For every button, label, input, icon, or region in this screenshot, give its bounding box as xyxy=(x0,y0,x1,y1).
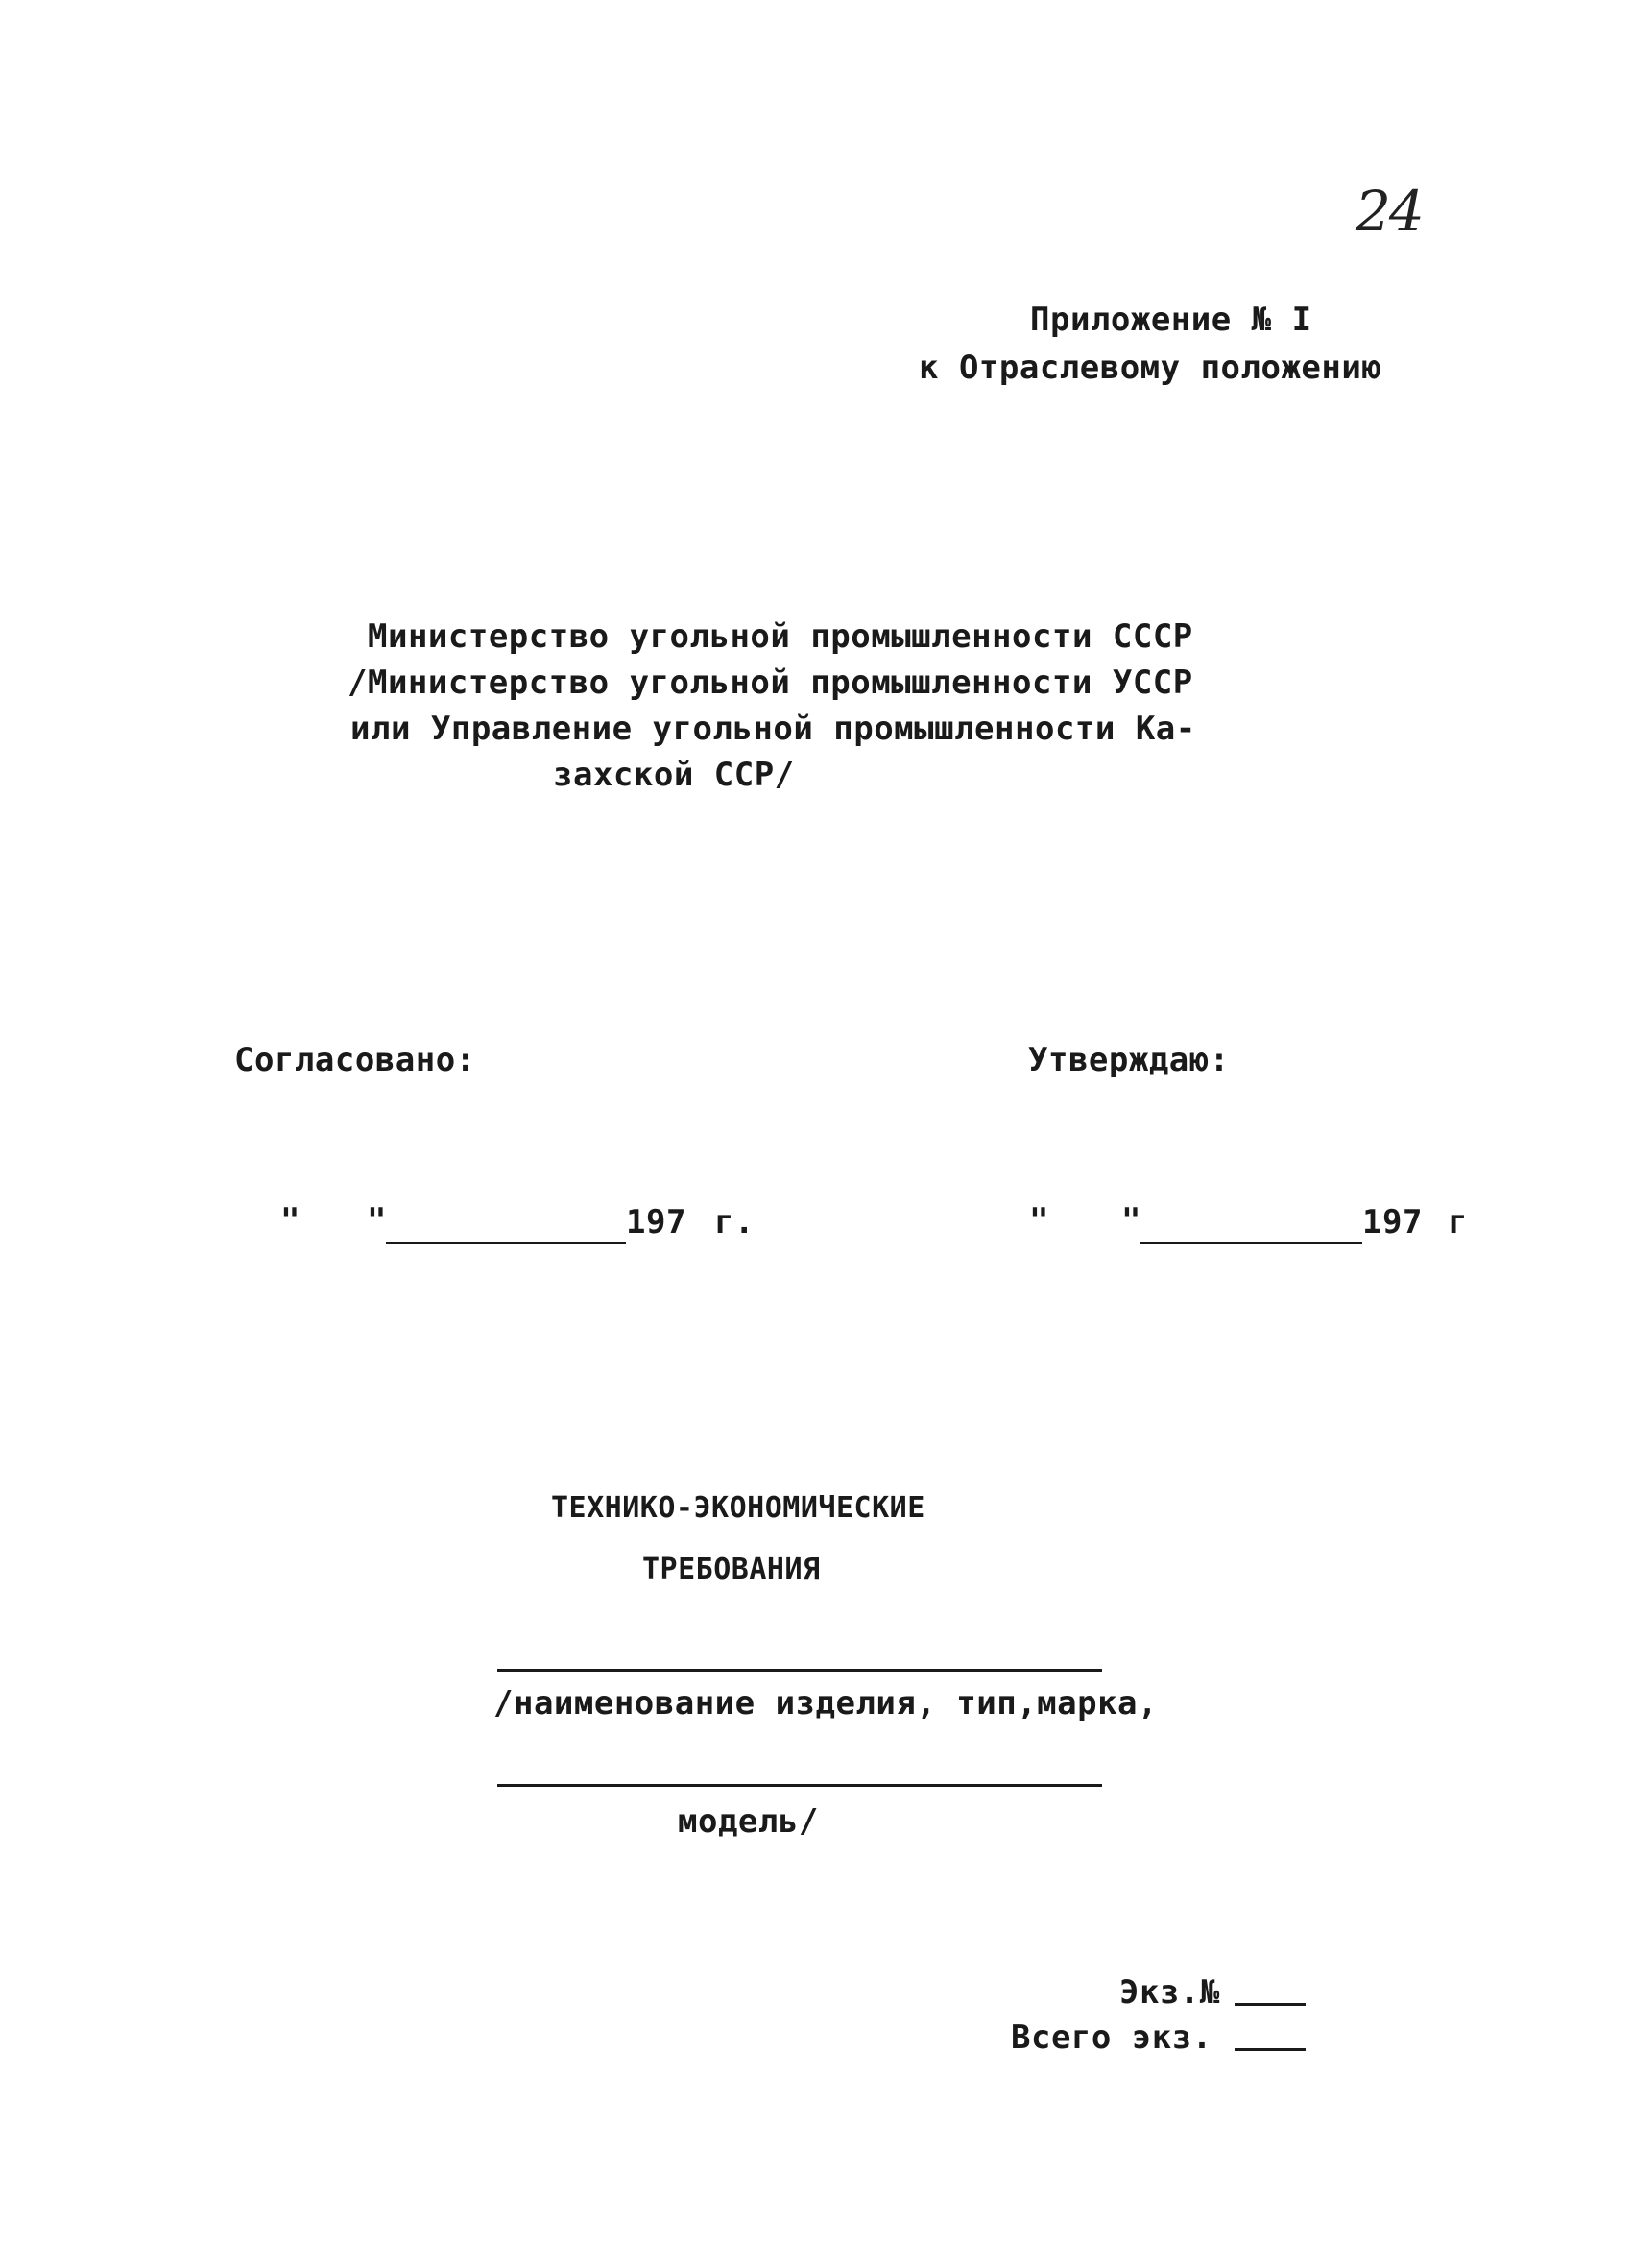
product-caption-2: модель/ xyxy=(678,1802,819,1841)
ministry-line-1: Министерство угольной промышленности СССР xyxy=(368,617,1193,656)
agreed-year-suffix: г. xyxy=(714,1203,755,1242)
appendix-title: Приложение № I xyxy=(1030,301,1312,339)
approved-label: Утверждаю: xyxy=(1028,1041,1230,1079)
approved-year: 197 xyxy=(1362,1203,1423,1242)
ministry-line-4: захской ССР/ xyxy=(553,756,795,794)
appendix-subtitle: к Отраслевому положению xyxy=(919,349,1382,387)
agreed-label: Согласовано: xyxy=(234,1041,476,1079)
agreed-quote-open: " xyxy=(280,1201,300,1240)
approved-quote-close: " xyxy=(1121,1201,1141,1240)
product-name-blank-2 xyxy=(497,1784,1102,1787)
total-copies-label: Всего экз. xyxy=(1011,2018,1212,2057)
ministry-line-3: или Управление угольной промышленности Ка- xyxy=(350,710,1196,748)
approved-year-suffix: г xyxy=(1448,1203,1468,1242)
agreed-date-blank xyxy=(386,1242,626,1244)
ministry-line-2: /Министерство угольной промышленности УССР xyxy=(348,664,1193,702)
document-title-line-1: ТЕХНИКО-ЭКОНОМИЧЕСКИЕ xyxy=(551,1491,925,1525)
product-caption-1: /наименование изделия, тип,марка, xyxy=(493,1684,1159,1723)
agreed-quote-close: " xyxy=(367,1201,387,1240)
page-number: 24 xyxy=(1356,179,1423,244)
copy-number-blank xyxy=(1235,2003,1306,2006)
total-copies-blank xyxy=(1235,2048,1306,2051)
copy-number-label: Экз.№ xyxy=(1119,1973,1220,2012)
product-name-blank-1 xyxy=(497,1669,1102,1672)
document-title-line-2: ТРЕБОВАНИЯ xyxy=(642,1553,821,1586)
agreed-year: 197 xyxy=(626,1203,686,1242)
approved-quote-open: " xyxy=(1029,1201,1049,1240)
approved-date-blank xyxy=(1140,1242,1362,1244)
